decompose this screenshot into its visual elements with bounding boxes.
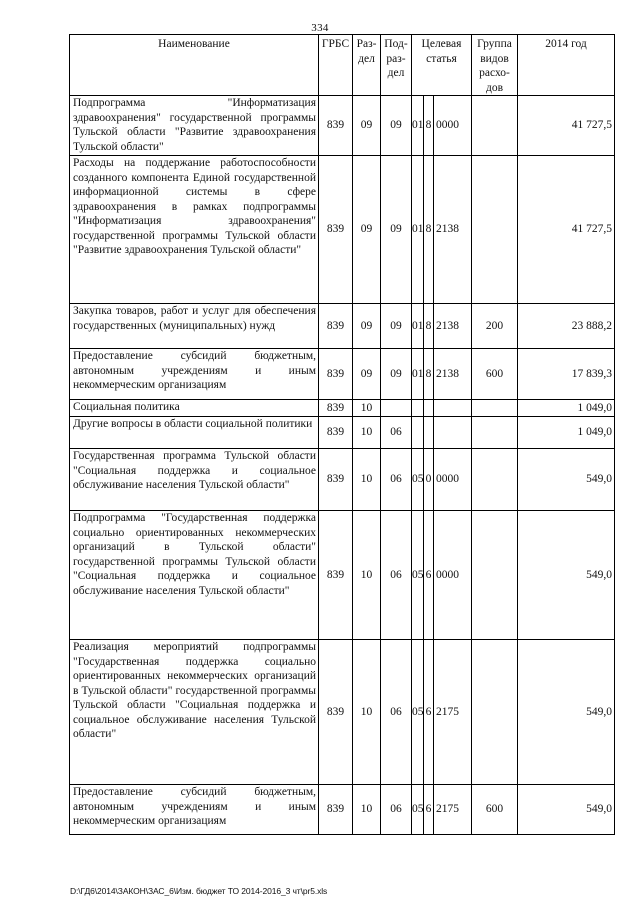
row-target-direction: 2138 bbox=[434, 156, 472, 304]
row-target-subprogram: 8 bbox=[424, 96, 434, 156]
row-grbs: 839 bbox=[319, 640, 353, 785]
row-target-direction: 2138 bbox=[434, 304, 472, 349]
row-target-program: 01 bbox=[412, 304, 424, 349]
row-target-subprogram: 8 bbox=[424, 304, 434, 349]
row-podrazdel: 09 bbox=[381, 349, 412, 400]
row-name: Социальная политика bbox=[70, 400, 319, 417]
row-expense-group: 600 bbox=[472, 785, 518, 835]
row-razdel: 10 bbox=[353, 785, 381, 835]
row-grbs: 839 bbox=[319, 96, 353, 156]
row-amount: 549,0 bbox=[518, 511, 615, 640]
row-expense-group bbox=[472, 96, 518, 156]
header-year-2014: 2014 год bbox=[518, 35, 615, 96]
row-name: Государственная программа Тульской области "Социальная поддержка и социальное обслуживание населения Тульской области" bbox=[70, 449, 319, 511]
row-razdel: 10 bbox=[353, 400, 381, 417]
row-target-direction: 0000 bbox=[434, 511, 472, 640]
row-target-program: 05 bbox=[412, 511, 424, 640]
row-target-subprogram: 6 bbox=[424, 785, 434, 835]
row-amount: 549,0 bbox=[518, 449, 615, 511]
row-target-direction: 2175 bbox=[434, 785, 472, 835]
row-podrazdel: 06 bbox=[381, 417, 412, 449]
row-expense-group bbox=[472, 417, 518, 449]
row-razdel: 09 bbox=[353, 96, 381, 156]
row-razdel: 09 bbox=[353, 349, 381, 400]
table-row bbox=[70, 417, 615, 449]
row-razdel: 10 bbox=[353, 449, 381, 511]
row-amount: 23 888,2 bbox=[518, 304, 615, 349]
row-expense-group bbox=[472, 511, 518, 640]
table-row bbox=[70, 349, 615, 400]
row-grbs: 839 bbox=[319, 304, 353, 349]
row-target-program: 05 bbox=[412, 640, 424, 785]
header-target-article: Целевая статья bbox=[412, 35, 472, 96]
row-podrazdel: 06 bbox=[381, 511, 412, 640]
row-razdel: 10 bbox=[353, 511, 381, 640]
row-name: Подпрограмма "Государственная поддержка социально ориентированных некоммерческих организаций в Тульской области" государственной программы Тульской области "Социальная поддержка и социальное обслуживание населения Тульской области" bbox=[70, 511, 319, 640]
page-number: 334 bbox=[311, 22, 329, 34]
header-razdel: Раз-дел bbox=[353, 35, 381, 96]
row-name: Другие вопросы в области социальной политики bbox=[70, 417, 319, 449]
header-expense-group: Группа видов расхо-дов bbox=[472, 35, 518, 96]
budget-table bbox=[69, 34, 615, 835]
row-expense-group bbox=[472, 640, 518, 785]
row-target-subprogram: 8 bbox=[424, 156, 434, 304]
row-target-program: 05 bbox=[412, 449, 424, 511]
row-name: Расходы на поддержание работоспособности созданного компонента Единой государственной информационной системы в сфере здравоохранения в рамках подпрограммы "Информатизация здравоохранения" государственной программы Тульской области "Развитие здравоохранения Тульской области" bbox=[70, 156, 319, 304]
row-target-direction: 0000 bbox=[434, 96, 472, 156]
row-target-direction: 2138 bbox=[434, 349, 472, 400]
row-razdel: 10 bbox=[353, 417, 381, 449]
row-expense-group bbox=[472, 449, 518, 511]
row-grbs: 839 bbox=[319, 417, 353, 449]
row-razdel: 10 bbox=[353, 640, 381, 785]
row-target-program: 01 bbox=[412, 349, 424, 400]
row-target-direction: 2175 bbox=[434, 640, 472, 785]
row-expense-group bbox=[472, 156, 518, 304]
header-grbs: ГРБС bbox=[319, 35, 353, 96]
row-podrazdel: 09 bbox=[381, 96, 412, 156]
row-amount: 1 049,0 bbox=[518, 417, 615, 449]
row-podrazdel: 06 bbox=[381, 785, 412, 835]
header-name: Наименование bbox=[70, 35, 319, 96]
table-row bbox=[70, 400, 615, 417]
row-razdel: 09 bbox=[353, 156, 381, 304]
row-podrazdel: 09 bbox=[381, 304, 412, 349]
row-name: Подпрограмма "Информатизация здравоохранения" государственной программы Тульской области "Развитие здравоохранения Тульской области" bbox=[70, 96, 319, 156]
row-amount: 549,0 bbox=[518, 640, 615, 785]
header-podrazdel: Под-раз-дел bbox=[381, 35, 412, 96]
row-target-program: 01 bbox=[412, 96, 424, 156]
table-row bbox=[70, 449, 615, 511]
row-target-subprogram: 6 bbox=[424, 511, 434, 640]
row-target-subprogram: 6 bbox=[424, 640, 434, 785]
row-target-subprogram bbox=[424, 417, 434, 449]
row-target-program: 05 bbox=[412, 785, 424, 835]
table-row bbox=[70, 640, 615, 785]
row-podrazdel: 06 bbox=[381, 449, 412, 511]
row-amount: 41 727,5 bbox=[518, 156, 615, 304]
table-row bbox=[70, 156, 615, 304]
table-row bbox=[70, 511, 615, 640]
row-grbs: 839 bbox=[319, 349, 353, 400]
row-grbs: 839 bbox=[319, 156, 353, 304]
row-target-subprogram: 0 bbox=[424, 449, 434, 511]
row-grbs: 839 bbox=[319, 400, 353, 417]
row-target-direction: 0000 bbox=[434, 449, 472, 511]
row-grbs: 839 bbox=[319, 511, 353, 640]
row-amount: 549,0 bbox=[518, 785, 615, 835]
row-name: Предоставление субсидий бюджетным, автономным учреждениям и иным некоммерческим организациям bbox=[70, 785, 319, 835]
row-target-program bbox=[412, 400, 424, 417]
row-name: Закупка товаров, работ и услуг для обеспечения государственных (муниципальных) нужд bbox=[70, 304, 319, 349]
table-row bbox=[70, 785, 615, 835]
row-amount: 1 049,0 bbox=[518, 400, 615, 417]
table-row bbox=[70, 96, 615, 156]
row-amount: 41 727,5 bbox=[518, 96, 615, 156]
row-podrazdel: 06 bbox=[381, 640, 412, 785]
row-target-program bbox=[412, 417, 424, 449]
footer-file-path: D:\ГД6\2014\ЗАКОН\ЗАС_6\Изм. бюджет ТО 2014-2016_3 чт\pr5.xls bbox=[70, 886, 328, 896]
row-target-program: 01 bbox=[412, 156, 424, 304]
row-target-subprogram bbox=[424, 400, 434, 417]
row-expense-group bbox=[472, 400, 518, 417]
row-expense-group: 600 bbox=[472, 349, 518, 400]
row-target-direction bbox=[434, 400, 472, 417]
row-grbs: 839 bbox=[319, 449, 353, 511]
table-row bbox=[70, 304, 615, 349]
row-razdel: 09 bbox=[353, 304, 381, 349]
row-grbs: 839 bbox=[319, 785, 353, 835]
row-podrazdel: 09 bbox=[381, 156, 412, 304]
row-name: Предоставление субсидий бюджетным, автономным учреждениям и иным некоммерческим организациям bbox=[70, 349, 319, 400]
row-target-subprogram: 8 bbox=[424, 349, 434, 400]
row-target-direction bbox=[434, 417, 472, 449]
row-amount: 17 839,3 bbox=[518, 349, 615, 400]
row-expense-group: 200 bbox=[472, 304, 518, 349]
row-podrazdel bbox=[381, 400, 412, 417]
row-name: Реализация мероприятий подпрограммы "Государственная поддержка социально ориентированных некоммерческих организаций в Тульской области" государственной программы Тульской области "Социальная поддержка и социальное обслуживание населения Тульской области" bbox=[70, 640, 319, 785]
